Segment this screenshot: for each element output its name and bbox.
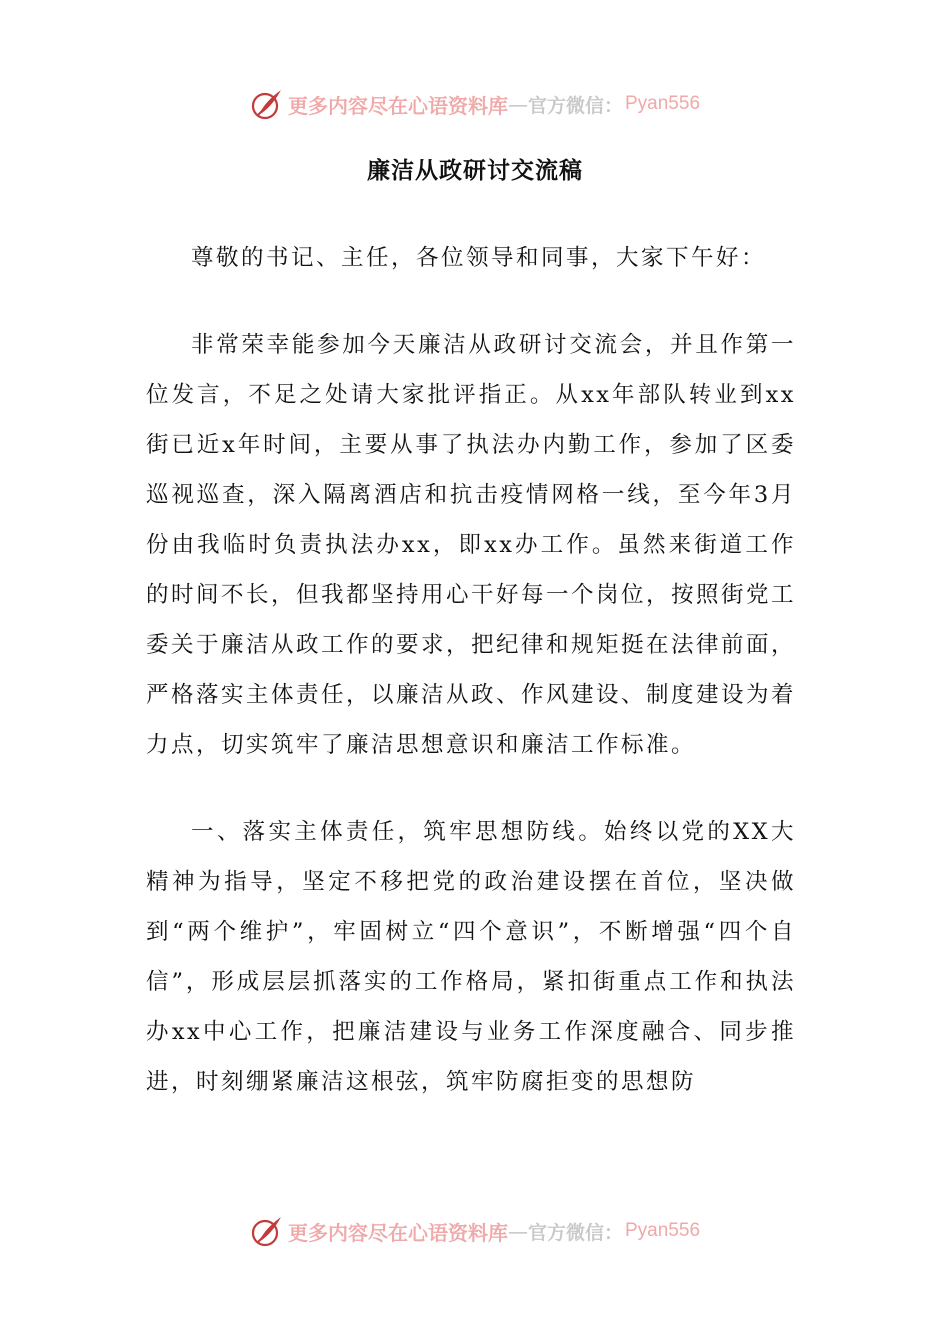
- header-watermark-banner: [0, 82, 950, 126]
- banner-label: 官方微信：: [527, 1221, 623, 1244]
- quill-pen-logo-icon: [250, 87, 284, 121]
- banner-separator: —: [507, 1219, 528, 1243]
- banner-text: 更多内容尽在心语资料库: [287, 93, 508, 118]
- banner-label: 官方微信：: [527, 94, 623, 117]
- footer-watermark-banner: [0, 1209, 950, 1253]
- quill-pen-logo-icon: [250, 1214, 284, 1248]
- banner-wechat-id: Pyan556: [625, 93, 701, 114]
- document-body: [146, 233, 796, 1144]
- document-title: 廉洁从政研讨交流稿: [367, 158, 583, 184]
- banner-text: 更多内容尽在心语资料库: [287, 1220, 508, 1245]
- paragraph-section-one: 一、落实主体责任，筑牢思想防线。始终以党的XX大精神为指导，坚定不移把党的政治建设摆在首位，坚决做到“两个维护”，牢固树立“四个意识”，不断增强“四个自信”，形成层层抓落实的工作格局，紧扣街重点工作和执法办xx中心工作，把廉洁建设与业务工作深度融合、同步推进，时刻绷紧廉洁这根弦，筑牢防腐拒变的思想防: [146, 819, 796, 1095]
- paragraph-intro: 非常荣幸能参加今天廉洁从政研讨交流会，并且作第一位发言，不足之处请大家批评指正。从xx年部队转业到xx街已近x年时间，主要从事了执法办内勤工作，参加了区委巡视巡查，深入隔离酒店和抗击疫情网格一线，至今年3月份由我临时负责执法办xx，即xx办工作。虽然来街道工作的时间不长，但我都坚持用心干好每一个岗位，按照街党工委关于廉洁从政工作的要求，把纪律和规矩挺在法律前面，严格落实主体责任，以廉洁从政、作风建设、制度建设为着力点，切实筑牢了廉洁思想意识和廉洁工作标准。: [146, 332, 797, 758]
- paragraph-greeting: 尊敬的书记、主任，各位领导和同事，大家下午好：: [191, 245, 767, 271]
- banner-separator: —: [507, 92, 528, 116]
- banner-wechat-id: Pyan556: [625, 1220, 701, 1241]
